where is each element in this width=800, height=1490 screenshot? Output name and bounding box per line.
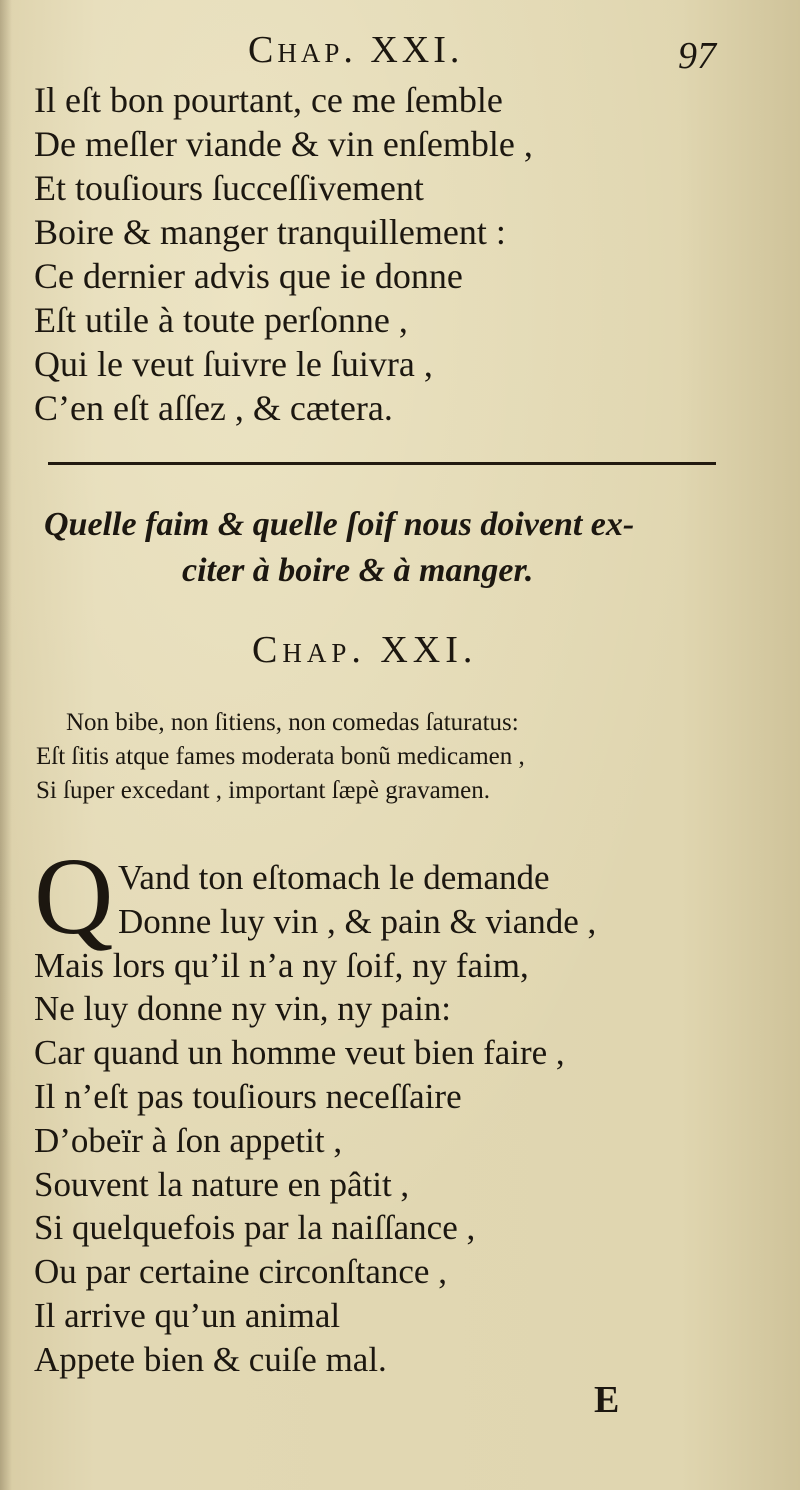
section-title-line-1: Quelle faim & quelle ſoif nous doivent ex- xyxy=(44,506,635,543)
page-number: 97 xyxy=(678,35,716,77)
verse-line: Il n’eſt pas touſiours neceſſaire xyxy=(34,1076,462,1116)
verse-line: Mais lors qu’il n’a ny ſoif, ny faim, xyxy=(34,945,529,985)
verse-line: Car quand un homme veut bien faire , xyxy=(34,1033,565,1073)
verse-top xyxy=(34,78,533,430)
latin-line: Non bibe, non ſitiens, non comedas ſaturatus: xyxy=(66,709,519,736)
verse-line: Et touſiours ſucceſſivement xyxy=(34,168,424,208)
section-title xyxy=(44,502,634,594)
latin-line: Si ſuper excedant , important ſæpè gravamen. xyxy=(36,777,491,804)
section-rule xyxy=(48,462,716,465)
section-title-line-2: citer à boire & à manger. xyxy=(182,552,534,589)
verse-line: Si quelquefois par la naiſſance , xyxy=(34,1208,476,1248)
running-head: Chap. XXI. xyxy=(248,29,464,71)
verse-line: Souvent la nature en pâtit , xyxy=(34,1164,410,1204)
verse-line: Ce dernier advis que ie donne xyxy=(34,256,463,296)
verse-line: Appete bien & cuiſe mal. xyxy=(34,1339,387,1379)
verse-line: Eſt utile à toute perſonne , xyxy=(34,300,408,340)
latin-line: Eſt ſitis atque fames moderata bonũ medicamen , xyxy=(36,743,525,770)
verse-line: Donne luy vin , & pain & viande , xyxy=(118,901,597,941)
latin-epigraph xyxy=(36,706,525,808)
verse-line: Boire & manger tranquillement : xyxy=(34,212,506,252)
verse-main xyxy=(34,856,596,1382)
verse-line: D’obeïr à ſon appetit , xyxy=(34,1120,343,1160)
drop-cap: Q xyxy=(34,835,114,957)
verse-line: Il eſt bon pourtant, ce me ſemble xyxy=(34,80,503,120)
verse-line: Ou par certaine circonſtance , xyxy=(34,1252,447,1292)
verse-line: Ne luy donne ny vin, ny pain: xyxy=(34,989,452,1029)
verse-line: Il arrive qu’un animal xyxy=(34,1295,341,1335)
chapter-heading: Chap. XXI. xyxy=(252,629,478,671)
gutter-shadow xyxy=(0,0,12,1490)
verse-line: C’en eſt aſſez , & cætera. xyxy=(34,388,393,428)
verse-line: Vand ton eſtomach le demande xyxy=(118,858,550,897)
verse-line: De meſler viande & vin enſemble , xyxy=(34,124,533,164)
verse-line: Qui le veut ſuivre le ſuivra , xyxy=(34,344,433,384)
signature-mark: E xyxy=(594,1379,620,1421)
